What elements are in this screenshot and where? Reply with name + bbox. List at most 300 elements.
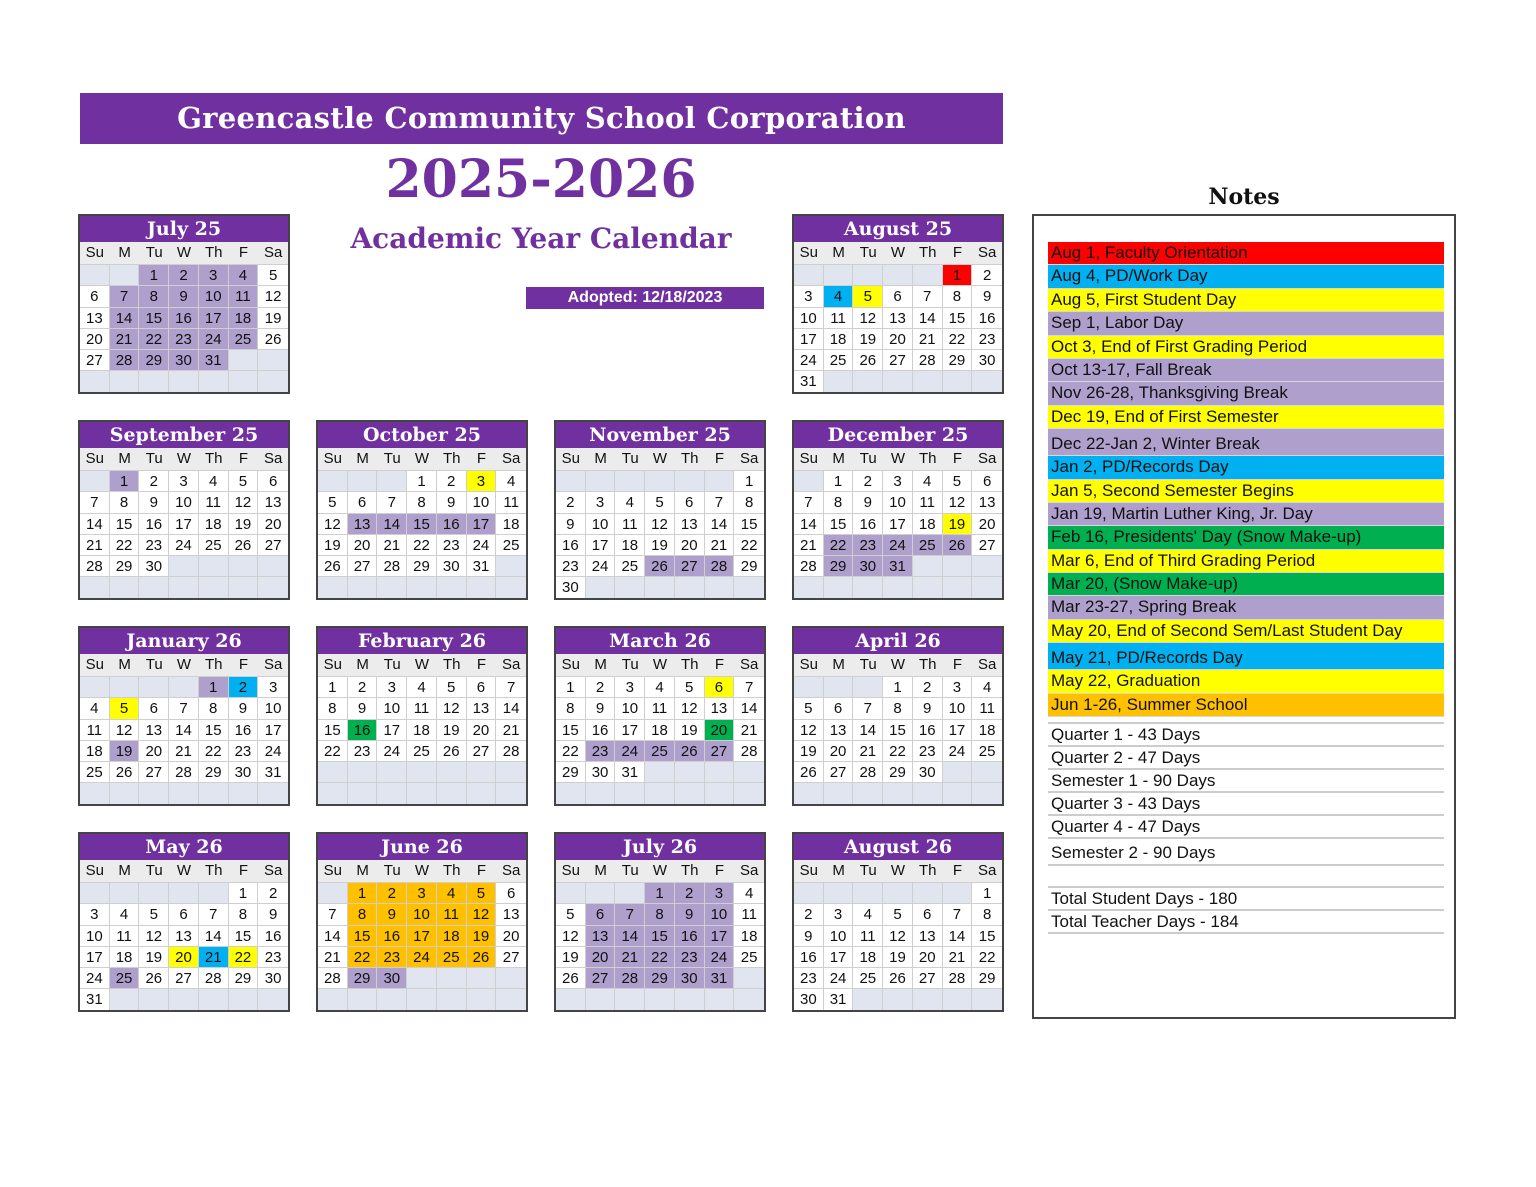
day-cell: 15 — [139, 307, 169, 328]
day-cell: 26 — [229, 534, 259, 555]
empty-day-cell — [705, 761, 735, 782]
day-cell: 18 — [496, 513, 526, 534]
empty-day-cell — [348, 761, 378, 782]
weekday-header: Tu — [615, 654, 645, 676]
note-event: May 22, Graduation — [1048, 670, 1444, 693]
day-cell: 16 — [913, 719, 943, 740]
weekday-header: Th — [437, 654, 467, 676]
day-cell: 11 — [407, 697, 437, 718]
empty-day-cell — [615, 470, 645, 491]
empty-day-cell — [913, 988, 943, 1009]
empty-day-cell — [883, 988, 913, 1009]
day-count-line: Quarter 1 - 43 Days — [1048, 724, 1444, 747]
day-cell: 3 — [794, 285, 824, 306]
day-cell: 30 — [377, 967, 407, 988]
day-cell: 17 — [258, 719, 288, 740]
day-cell: 19 — [467, 925, 497, 946]
day-cell: 11 — [229, 285, 259, 306]
day-cell: 13 — [705, 697, 735, 718]
day-cell: 28 — [615, 967, 645, 988]
weekday-header: M — [110, 242, 140, 264]
day-cell: 16 — [853, 513, 883, 534]
day-cell: 11 — [853, 925, 883, 946]
month-grid — [556, 654, 764, 804]
day-cell: 11 — [110, 925, 140, 946]
weekday-header: Tu — [615, 860, 645, 882]
note-event: Oct 3, End of First Grading Period — [1048, 336, 1444, 359]
empty-day-cell — [705, 782, 735, 803]
empty-day-cell — [407, 782, 437, 803]
day-cell: 20 — [348, 534, 378, 555]
empty-day-cell — [377, 576, 407, 597]
empty-day-cell — [139, 676, 169, 697]
day-cell: 4 — [110, 903, 140, 924]
day-cell: 31 — [794, 370, 824, 391]
day-cell: 20 — [467, 719, 497, 740]
day-cell: 3 — [883, 470, 913, 491]
day-cell: 11 — [645, 697, 675, 718]
month-calendar — [78, 832, 290, 1012]
note-event: Mar 20, (Snow Make-up) — [1048, 573, 1444, 596]
empty-day-cell — [348, 988, 378, 1009]
day-cell: 12 — [318, 513, 348, 534]
weekday-header: W — [883, 654, 913, 676]
month-grid — [556, 860, 764, 1010]
empty-day-cell — [794, 676, 824, 697]
empty-day-cell — [853, 782, 883, 803]
day-cell: 26 — [556, 967, 586, 988]
month-calendar — [316, 832, 528, 1012]
day-cell: 30 — [169, 349, 199, 370]
day-cell: 23 — [139, 534, 169, 555]
day-cell: 6 — [258, 470, 288, 491]
weekday-header: M — [348, 448, 378, 470]
day-cell: 4 — [199, 470, 229, 491]
weekday-header: W — [645, 448, 675, 470]
empty-day-cell — [675, 761, 705, 782]
day-cell: 14 — [913, 307, 943, 328]
day-count-line: Quarter 2 - 47 Days — [1048, 747, 1444, 770]
day-cell: 8 — [407, 491, 437, 512]
day-cell: 22 — [110, 534, 140, 555]
day-cell: 18 — [972, 719, 1002, 740]
weekday-header: Su — [80, 654, 110, 676]
day-cell: 2 — [437, 470, 467, 491]
day-cell: 1 — [883, 676, 913, 697]
day-cell: 1 — [139, 264, 169, 285]
empty-day-cell — [80, 470, 110, 491]
day-cell: 21 — [943, 946, 973, 967]
day-cell: 30 — [586, 761, 616, 782]
day-cell: 12 — [556, 925, 586, 946]
calendar-subtitle: Academic Year Calendar — [350, 222, 732, 255]
day-cell: 20 — [972, 513, 1002, 534]
empty-day-cell — [348, 782, 378, 803]
empty-day-cell — [943, 761, 973, 782]
day-cell: 17 — [883, 513, 913, 534]
day-cell: 4 — [853, 903, 883, 924]
day-cell: 23 — [913, 740, 943, 761]
weekday-header: Su — [80, 448, 110, 470]
day-cell: 21 — [110, 328, 140, 349]
day-cell: 18 — [645, 719, 675, 740]
day-cell: 30 — [794, 988, 824, 1009]
day-cell: 29 — [824, 555, 854, 576]
day-cell: 19 — [794, 740, 824, 761]
day-cell: 16 — [229, 719, 259, 740]
day-cell: 8 — [883, 697, 913, 718]
empty-day-cell — [675, 782, 705, 803]
day-cell: 28 — [853, 761, 883, 782]
empty-day-cell — [80, 576, 110, 597]
note-event: Jan 5, Second Semester Begins — [1048, 480, 1444, 503]
day-cell: 24 — [824, 967, 854, 988]
day-cell: 7 — [943, 903, 973, 924]
day-cell: 4 — [496, 470, 526, 491]
day-cell: 28 — [496, 740, 526, 761]
weekday-header: Sa — [734, 860, 764, 882]
day-cell: 18 — [229, 307, 259, 328]
note-event: Jun 1-26, Summer School — [1048, 694, 1444, 717]
day-cell: 10 — [615, 697, 645, 718]
weekday-header: Sa — [972, 654, 1002, 676]
day-cell: 23 — [437, 534, 467, 555]
day-cell: 8 — [943, 285, 973, 306]
day-cell: 3 — [943, 676, 973, 697]
month-calendar — [554, 626, 766, 806]
day-cell: 12 — [229, 491, 259, 512]
weekday-header: F — [943, 860, 973, 882]
day-cell: 28 — [943, 967, 973, 988]
weekday-header: Th — [199, 448, 229, 470]
day-cell: 10 — [824, 925, 854, 946]
day-cell: 27 — [169, 967, 199, 988]
day-cell: 6 — [675, 491, 705, 512]
day-cell: 3 — [199, 264, 229, 285]
empty-day-cell — [377, 782, 407, 803]
empty-day-cell — [110, 264, 140, 285]
day-cell: 25 — [913, 534, 943, 555]
month-title: September 25 — [80, 422, 288, 448]
day-cell: 3 — [615, 676, 645, 697]
note-event: Aug 4, PD/Work Day — [1048, 265, 1444, 288]
day-cell: 8 — [318, 697, 348, 718]
empty-day-cell — [943, 988, 973, 1009]
weekday-header: Th — [199, 860, 229, 882]
day-cell: 16 — [348, 719, 378, 740]
day-cell: 27 — [496, 946, 526, 967]
empty-day-cell — [705, 576, 735, 597]
weekday-header: Th — [199, 654, 229, 676]
day-cell: 12 — [853, 307, 883, 328]
day-cell: 20 — [586, 946, 616, 967]
empty-day-cell — [169, 576, 199, 597]
day-cell: 3 — [824, 903, 854, 924]
day-cell: 5 — [318, 491, 348, 512]
day-cell: 14 — [199, 925, 229, 946]
day-cell: 9 — [853, 491, 883, 512]
day-cell: 14 — [734, 697, 764, 718]
notes-event-list — [1048, 242, 1444, 717]
empty-day-cell — [407, 988, 437, 1009]
note-event: Oct 13-17, Fall Break — [1048, 359, 1444, 382]
day-cell: 26 — [139, 967, 169, 988]
day-cell: 29 — [734, 555, 764, 576]
weekday-header: Sa — [972, 860, 1002, 882]
empty-day-cell — [318, 882, 348, 903]
day-cell: 10 — [80, 925, 110, 946]
day-cell: 16 — [675, 925, 705, 946]
day-cell: 10 — [943, 697, 973, 718]
note-event: Feb 16, Presidents' Day (Snow Make-up) — [1048, 526, 1444, 549]
month-grid — [80, 860, 288, 1010]
day-cell: 21 — [80, 534, 110, 555]
day-cell: 7 — [80, 491, 110, 512]
day-cell: 2 — [258, 882, 288, 903]
day-cell: 6 — [705, 676, 735, 697]
weekday-header: W — [407, 448, 437, 470]
empty-day-cell — [318, 576, 348, 597]
day-cell: 7 — [496, 676, 526, 697]
day-cell: 19 — [853, 328, 883, 349]
day-cell: 9 — [139, 491, 169, 512]
empty-day-cell — [794, 782, 824, 803]
day-cell: 2 — [972, 264, 1002, 285]
day-cell: 8 — [645, 903, 675, 924]
weekday-header: Tu — [615, 448, 645, 470]
day-cell: 11 — [199, 491, 229, 512]
weekday-header: W — [883, 242, 913, 264]
day-cell: 21 — [318, 946, 348, 967]
day-cell: 26 — [943, 534, 973, 555]
day-cell: 6 — [496, 882, 526, 903]
day-cell: 2 — [229, 676, 259, 697]
day-cell: 5 — [139, 903, 169, 924]
month-title: November 25 — [556, 422, 764, 448]
month-calendar — [792, 832, 1004, 1012]
day-cell: 13 — [80, 307, 110, 328]
day-cell: 30 — [556, 576, 586, 597]
day-cell: 12 — [645, 513, 675, 534]
day-cell: 24 — [169, 534, 199, 555]
day-cell: 2 — [913, 676, 943, 697]
weekday-header: Sa — [734, 654, 764, 676]
weekday-header: Sa — [734, 448, 764, 470]
day-cell: 5 — [645, 491, 675, 512]
day-cell: 16 — [972, 307, 1002, 328]
day-cell: 3 — [407, 882, 437, 903]
note-event: Nov 26-28, Thanksgiving Break — [1048, 382, 1444, 405]
notes-panel — [1032, 214, 1456, 1019]
weekday-header: M — [110, 654, 140, 676]
day-cell: 9 — [229, 697, 259, 718]
day-cell: 6 — [913, 903, 943, 924]
day-cell: 16 — [377, 925, 407, 946]
day-cell: 2 — [586, 676, 616, 697]
day-cell: 9 — [972, 285, 1002, 306]
weekday-header: Tu — [377, 860, 407, 882]
day-cell: 31 — [883, 555, 913, 576]
day-cell: 29 — [645, 967, 675, 988]
day-cell: 2 — [675, 882, 705, 903]
month-grid — [556, 448, 764, 598]
day-cell: 29 — [110, 555, 140, 576]
day-cell: 15 — [199, 719, 229, 740]
day-cell: 21 — [169, 740, 199, 761]
day-cell: 17 — [467, 513, 497, 534]
day-cell: 31 — [80, 988, 110, 1009]
month-grid — [318, 654, 526, 804]
day-cell: 9 — [675, 903, 705, 924]
weekday-header: F — [229, 448, 259, 470]
day-cell: 21 — [853, 740, 883, 761]
school-year-title: 2025-2026 — [385, 149, 697, 210]
weekday-header: Su — [80, 242, 110, 264]
day-cell: 31 — [615, 761, 645, 782]
day-cell: 30 — [437, 555, 467, 576]
day-cell: 15 — [110, 513, 140, 534]
day-count-line: Semester 2 - 90 Days — [1048, 839, 1444, 866]
day-cell: 25 — [407, 740, 437, 761]
day-cell: 16 — [586, 719, 616, 740]
weekday-header: M — [824, 448, 854, 470]
day-cell: 5 — [675, 676, 705, 697]
empty-day-cell — [437, 576, 467, 597]
day-cell: 21 — [705, 534, 735, 555]
day-cell: 4 — [913, 470, 943, 491]
note-event: Aug 5, First Student Day — [1048, 289, 1444, 312]
day-cell: 6 — [467, 676, 497, 697]
day-count-line: Quarter 3 - 43 Days — [1048, 793, 1444, 816]
weekday-header: F — [705, 860, 735, 882]
day-cell: 26 — [437, 740, 467, 761]
day-cell: 25 — [229, 328, 259, 349]
weekday-header: Sa — [258, 242, 288, 264]
day-cell: 5 — [467, 882, 497, 903]
weekday-header: M — [824, 860, 854, 882]
day-cell: 5 — [556, 903, 586, 924]
day-cell: 17 — [377, 719, 407, 740]
empty-day-cell — [645, 470, 675, 491]
weekday-header: Su — [80, 860, 110, 882]
day-cell: 15 — [943, 307, 973, 328]
day-cell: 6 — [169, 903, 199, 924]
day-cell: 1 — [556, 676, 586, 697]
note-event: Mar 6, End of Third Grading Period — [1048, 550, 1444, 573]
empty-day-cell — [586, 882, 616, 903]
weekday-header: Su — [318, 448, 348, 470]
day-cell: 13 — [496, 903, 526, 924]
weekday-header: Su — [318, 654, 348, 676]
weekday-header: F — [467, 448, 497, 470]
day-cell: 24 — [586, 555, 616, 576]
day-cell: 4 — [645, 676, 675, 697]
empty-day-cell — [258, 576, 288, 597]
empty-day-cell — [883, 882, 913, 903]
day-cell: 13 — [348, 513, 378, 534]
note-event: Dec 19, End of First Semester — [1048, 406, 1444, 429]
empty-day-cell — [675, 988, 705, 1009]
day-cell: 13 — [972, 491, 1002, 512]
day-cell: 27 — [258, 534, 288, 555]
day-cell: 28 — [169, 761, 199, 782]
day-cell: 10 — [169, 491, 199, 512]
empty-day-cell — [824, 576, 854, 597]
day-cell: 9 — [437, 491, 467, 512]
day-cell: 7 — [615, 903, 645, 924]
empty-day-cell — [229, 349, 259, 370]
empty-day-cell — [913, 882, 943, 903]
day-cell: 2 — [853, 470, 883, 491]
empty-day-cell — [883, 264, 913, 285]
empty-day-cell — [110, 370, 140, 391]
weekday-header: Tu — [853, 654, 883, 676]
day-cell: 7 — [199, 903, 229, 924]
empty-day-cell — [258, 370, 288, 391]
weekday-header: M — [586, 654, 616, 676]
weekday-header: W — [883, 860, 913, 882]
empty-day-cell — [794, 576, 824, 597]
day-cell: 27 — [824, 761, 854, 782]
empty-day-cell — [734, 761, 764, 782]
day-cell: 3 — [169, 470, 199, 491]
day-cell: 6 — [139, 697, 169, 718]
month-title: March 26 — [556, 628, 764, 654]
empty-day-cell — [705, 470, 735, 491]
day-cell: 6 — [883, 285, 913, 306]
empty-day-cell — [110, 576, 140, 597]
weekday-header: W — [645, 860, 675, 882]
empty-day-cell — [229, 555, 259, 576]
weekday-header: F — [943, 448, 973, 470]
day-cell: 28 — [318, 967, 348, 988]
day-cell: 18 — [199, 513, 229, 534]
weekday-header: Tu — [139, 654, 169, 676]
day-cell: 8 — [110, 491, 140, 512]
day-cell: 27 — [675, 555, 705, 576]
day-cell: 14 — [705, 513, 735, 534]
day-cell: 17 — [705, 925, 735, 946]
day-cell: 26 — [675, 740, 705, 761]
day-cell: 9 — [794, 925, 824, 946]
empty-day-cell — [556, 988, 586, 1009]
empty-day-cell — [853, 882, 883, 903]
day-cell: 20 — [824, 740, 854, 761]
day-cell: 29 — [883, 761, 913, 782]
weekday-header: Su — [556, 860, 586, 882]
empty-day-cell — [734, 967, 764, 988]
empty-day-cell — [734, 576, 764, 597]
empty-day-cell — [407, 576, 437, 597]
weekday-header: W — [883, 448, 913, 470]
weekday-header: Th — [913, 654, 943, 676]
empty-day-cell — [139, 576, 169, 597]
empty-day-cell — [377, 470, 407, 491]
weekday-header: Sa — [496, 860, 526, 882]
empty-day-cell — [824, 676, 854, 697]
empty-day-cell — [80, 782, 110, 803]
day-cell: 24 — [705, 946, 735, 967]
weekday-header: Su — [318, 860, 348, 882]
note-event: Dec 22-Jan 2, Winter Break — [1048, 429, 1444, 456]
empty-day-cell — [913, 555, 943, 576]
day-cell: 14 — [169, 719, 199, 740]
day-cell: 7 — [318, 903, 348, 924]
day-cell: 21 — [913, 328, 943, 349]
day-cell: 26 — [794, 761, 824, 782]
empty-day-cell — [318, 761, 348, 782]
day-cell: 3 — [80, 903, 110, 924]
